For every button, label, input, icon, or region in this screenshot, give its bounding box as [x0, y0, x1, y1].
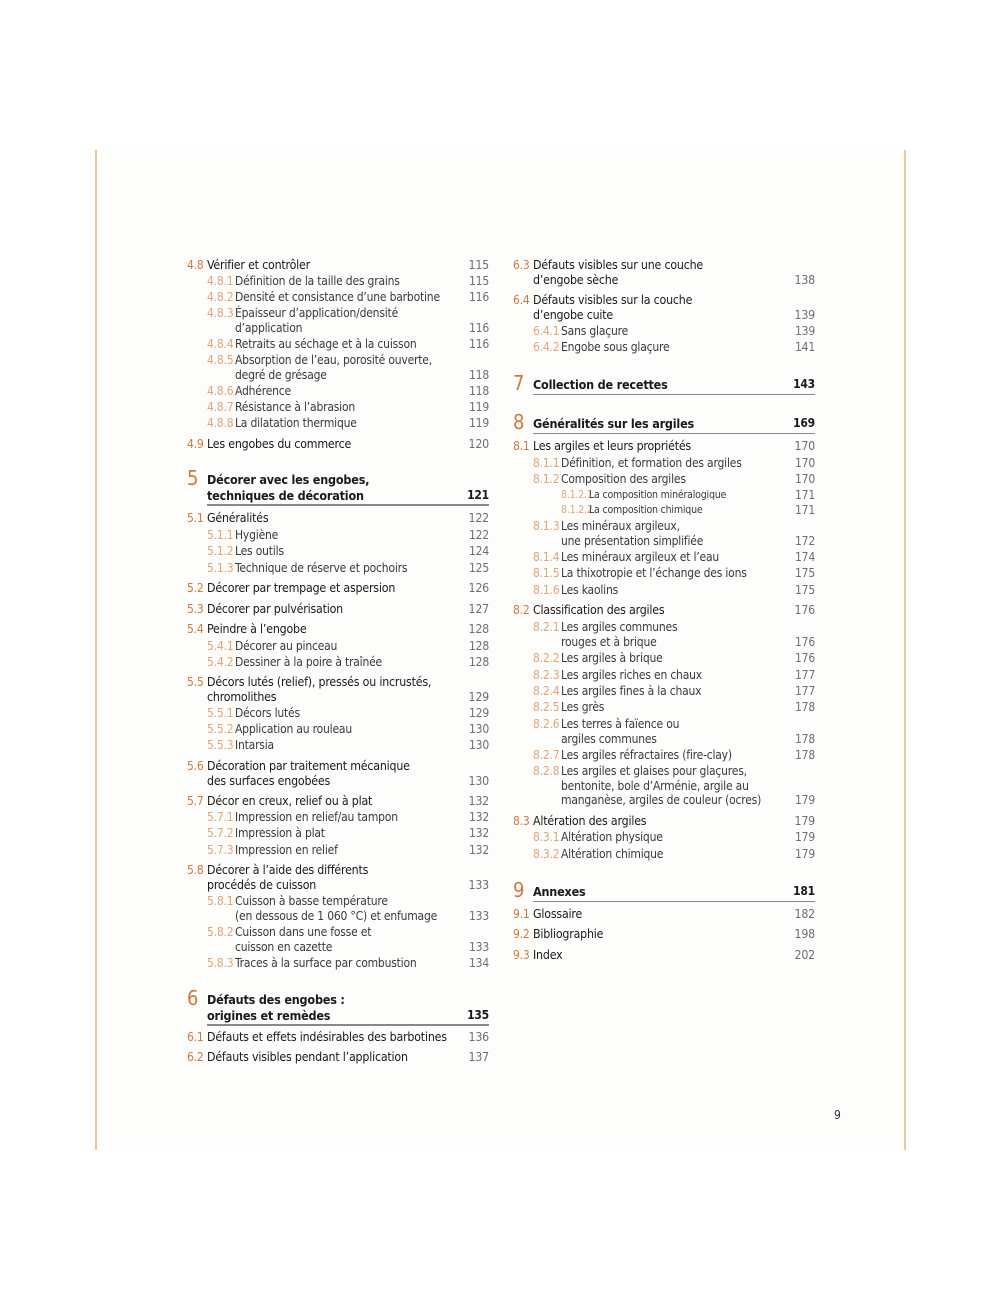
section-title-line: Intarsia [235, 738, 274, 752]
section-title [235, 810, 398, 825]
section-number: 5.4.1 [207, 639, 234, 653]
section-title-line: Décorer par pulvérisation [207, 602, 343, 616]
page-ref: 132 [468, 810, 489, 824]
section-title-line: Décors lutés [235, 706, 300, 720]
section-number: 5.8 [187, 863, 204, 877]
section-title-line: Impression à plat [235, 826, 325, 840]
section-number: 6.3 [513, 258, 530, 272]
section-title-line: Index [533, 948, 563, 962]
section-title-line: Vérifier et contrôler [207, 258, 310, 272]
page-ref: 128 [468, 622, 489, 636]
page-ref: 116 [468, 337, 489, 351]
section-title-line: d’engobe sèche [533, 272, 619, 287]
page-ref: 139 [794, 307, 815, 322]
section-number: 8.2.1 [533, 620, 560, 634]
section-title [561, 764, 761, 808]
section-number: 8.2.2 [533, 651, 560, 665]
section-number: 8.2.6 [533, 717, 560, 731]
page-ref: 133 [468, 939, 489, 954]
section-title-line: Les minéraux argileux, [561, 519, 680, 533]
page-ref: 179 [794, 847, 815, 861]
page-ref: 171 [794, 488, 815, 502]
chapter-underline [533, 394, 815, 396]
page-ref: 118 [468, 384, 489, 398]
page-ref: 171 [794, 503, 815, 517]
section-number: 4.8.4 [207, 337, 234, 351]
section-title-line: Les argiles communes [561, 620, 678, 634]
section-title-line: Classification des argiles [533, 603, 665, 617]
section-title [561, 748, 732, 763]
chapter-underline [533, 433, 815, 435]
page-ref: 116 [468, 290, 489, 304]
section-title [207, 472, 369, 503]
page-ref: 141 [794, 340, 815, 354]
section-title [235, 722, 352, 737]
section-title [207, 675, 431, 704]
section-number: 6.1 [187, 1030, 204, 1044]
section-title [533, 927, 603, 942]
section-title [533, 603, 664, 618]
section-number: 4.8.3 [207, 306, 234, 320]
section-number: 8.2.7 [533, 748, 560, 762]
section-number: 5.7.1 [207, 810, 234, 824]
section-title-line: Les outils [235, 544, 284, 558]
page-ref: 202 [794, 948, 815, 962]
section-number: 6.4.1 [533, 324, 560, 338]
section-title [235, 561, 407, 576]
section-title [561, 717, 679, 746]
section-title [561, 668, 702, 683]
section-title-line: Les argiles et glaises pour glaçures, [561, 764, 747, 778]
section-title-line: Les kaolins [561, 583, 619, 597]
section-title [235, 400, 355, 415]
page-ref: 127 [468, 602, 489, 616]
section-title-line: Absorption de l’eau, porosité ouverte, [235, 353, 432, 367]
section-title-line: Défauts visibles pendant l’application [207, 1050, 408, 1064]
section-number: 5.6 [187, 759, 204, 773]
page-ref: 178 [794, 748, 815, 762]
section-number: 4.8.1 [207, 274, 234, 288]
page-ref: 177 [794, 668, 815, 682]
section-title-line: Sans glaçure [561, 324, 629, 338]
chapter-underline [533, 901, 815, 903]
page-ref: 122 [468, 511, 489, 525]
section-title-line: Altération physique [561, 830, 663, 844]
section-title [207, 511, 268, 526]
section-title [207, 258, 310, 273]
page-ref: 175 [794, 583, 815, 597]
section-title-line: Altération chimique [561, 847, 664, 861]
page-ref: 120 [468, 437, 489, 451]
section-title [561, 472, 686, 487]
section-title [561, 847, 663, 862]
section-number: 5.3 [187, 602, 204, 616]
section-title-line: Technique de réserve et pochoirs [235, 561, 408, 575]
section-number: 4.8.5 [207, 353, 234, 367]
section-title-line: Définition de la taille des grains [235, 274, 400, 288]
page-ref: 129 [468, 689, 489, 704]
section-title-line: manganèse, argiles de couleur (ocres) [561, 793, 762, 807]
section-title-line: La dilatation thermique [235, 416, 357, 430]
section-number: 8.3.1 [533, 830, 560, 844]
section-title-line: Résistance à l’abrasion [235, 400, 356, 414]
section-title-line: Décorer à l’aide des différents [207, 863, 369, 877]
page-ref: 172 [794, 533, 815, 548]
chapter-underline [207, 1024, 489, 1026]
section-title [207, 602, 343, 617]
section-number: 4.8.6 [207, 384, 234, 398]
section-number: 8.1.2.2 [561, 504, 593, 516]
section-title-line: Défauts visibles sur une couche [533, 258, 704, 272]
page-ref: 126 [468, 581, 489, 595]
page-ref: 174 [794, 550, 815, 564]
section-number: 5.1.2 [207, 544, 234, 558]
section-title-line: Retraits au séchage et à la cuisson [235, 337, 417, 351]
section-title-line: procédés de cuisson [207, 877, 317, 892]
section-title-line: Peindre à l’engobe [207, 622, 307, 636]
section-title [533, 258, 703, 287]
page-ref: 170 [794, 439, 815, 453]
section-title-line: Composition des argiles [561, 472, 686, 486]
page-ref: 115 [468, 274, 489, 288]
section-title [207, 992, 345, 1023]
page-ref: 137 [468, 1050, 489, 1064]
section-number: 8.1.5 [533, 566, 560, 580]
right-border-rule [904, 150, 906, 1150]
page-ref: 178 [794, 731, 815, 746]
section-title-line: Les minéraux argileux et l’eau [561, 550, 720, 564]
section-title-line: argiles communes [561, 731, 657, 746]
section-title [235, 843, 338, 858]
section-title [207, 794, 372, 809]
page-ref: 135 [467, 1007, 489, 1022]
page-ref: 143 [793, 377, 815, 391]
section-number: 9.2 [513, 927, 530, 941]
section-title-line: techniques de décoration [207, 487, 364, 503]
section-number: 8.3 [513, 814, 530, 828]
section-number: 5.4.2 [207, 655, 234, 669]
section-number: 5 [187, 466, 199, 490]
section-title-line: (en dessous de 1 060 °C) et enfumage [235, 908, 438, 923]
section-number: 8.2.8 [533, 764, 560, 778]
section-title-line: La composition minéralogique [589, 489, 727, 501]
section-title [561, 620, 677, 649]
section-title-line: Glossaire [533, 907, 583, 921]
section-title-line: Les argiles fines à la chaux [561, 684, 702, 698]
left-border-rule [95, 150, 97, 1150]
section-title-line: une présentation simplifiée [561, 533, 704, 548]
section-title [533, 907, 582, 922]
section-title-line: Adhérence [235, 384, 291, 398]
section-title-line: Altération des argiles [533, 814, 647, 828]
section-number: 5.8.2 [207, 925, 234, 939]
section-title [235, 290, 440, 305]
section-number: 5.5.3 [207, 738, 234, 752]
section-number: 5.2 [187, 581, 204, 595]
section-title [561, 583, 618, 598]
section-title-line: Les grès [561, 700, 605, 714]
section-number: 9.3 [513, 948, 530, 962]
section-title [561, 830, 663, 845]
page-ref: 115 [468, 258, 489, 272]
section-title [533, 293, 692, 322]
section-title-line: chromolithes [207, 689, 277, 704]
section-title-line: Engobe sous glaçure [561, 340, 670, 354]
section-number: 8.3.2 [533, 847, 560, 861]
page-ref: 179 [794, 814, 815, 828]
page-ref: 182 [794, 907, 815, 921]
section-title [235, 528, 278, 543]
section-number: 6 [187, 986, 199, 1010]
page-ref: 177 [794, 684, 815, 698]
section-number: 6.4 [513, 293, 530, 307]
section-title-line: Défauts des engobes : [207, 992, 345, 1007]
section-title [207, 581, 395, 596]
section-title [561, 519, 703, 548]
section-title-line: Densité et consistance d’une barbotine [235, 290, 440, 304]
section-number: 4.8.2 [207, 290, 234, 304]
page-ref: 118 [468, 367, 489, 382]
section-title [533, 377, 668, 393]
section-title [561, 340, 669, 355]
section-title [235, 894, 437, 923]
page-ref: 129 [468, 706, 489, 720]
section-title [589, 488, 726, 503]
section-number: 5.4 [187, 622, 204, 636]
section-title [561, 700, 604, 715]
section-number: 8.1.2.1 [561, 489, 593, 501]
page-ref: 132 [468, 826, 489, 840]
section-title-line: rouges et à brique [561, 634, 657, 649]
page-number: 9 [834, 1108, 841, 1122]
section-number: 8.1.2 [533, 472, 560, 486]
section-title [561, 684, 701, 699]
section-title-line: Impression en relief/au tampon [235, 810, 398, 824]
section-title [235, 384, 291, 399]
section-title-line: Les argiles riches en chaux [561, 668, 702, 682]
section-title-line: Décorer au pinceau [235, 639, 338, 653]
section-number: 8.1.1 [533, 456, 560, 470]
section-title-line: bentonite, bole d’Arménie, argile au [561, 778, 749, 793]
page-ref: 133 [468, 908, 489, 923]
section-number: 5.7.2 [207, 826, 234, 840]
section-title-line: Défauts visibles sur la couche [533, 293, 693, 307]
page-ref: 181 [793, 884, 815, 898]
section-title-line: Les argiles et leurs propriétés [533, 439, 692, 453]
section-title [235, 826, 325, 841]
section-number: 5.7 [187, 794, 204, 808]
page-ref: 136 [468, 1030, 489, 1044]
section-title-line: Les argiles à brique [561, 651, 663, 665]
page-ref: 176 [794, 651, 815, 665]
section-title-line: Collection de recettes [533, 377, 668, 392]
section-title-line: origines et remèdes [207, 1007, 331, 1023]
section-number: 4.8.7 [207, 400, 234, 414]
section-title-line: Décor en creux, relief ou à plat [207, 794, 373, 808]
section-title-line: La thixotropie et l’échange des ions [561, 566, 747, 580]
section-number: 5.8.3 [207, 956, 234, 970]
section-number: 8.2.5 [533, 700, 560, 714]
chapter-underline [207, 504, 489, 506]
page-ref: 176 [794, 634, 815, 649]
page-ref: 128 [468, 655, 489, 669]
section-number: 5.7.3 [207, 843, 234, 857]
section-number: 8.2.4 [533, 684, 560, 698]
page-ref: 179 [794, 830, 815, 844]
page-ref: 130 [468, 738, 489, 752]
page-ref: 132 [468, 794, 489, 808]
section-title [235, 274, 400, 289]
page-ref: 170 [794, 456, 815, 470]
page-ref: 138 [794, 272, 815, 287]
section-title-line: d’engobe cuite [533, 307, 614, 322]
page-ref: 198 [794, 927, 815, 941]
section-number: 5.5.1 [207, 706, 234, 720]
page-ref: 121 [467, 487, 489, 502]
page-ref: 128 [468, 639, 489, 653]
section-title-line: Cuisson dans une fosse et [235, 925, 372, 939]
section-title [235, 925, 371, 954]
section-number: 7 [513, 371, 525, 395]
section-title-line: Cuisson à basse température [235, 894, 388, 908]
section-number: 8.1.4 [533, 550, 560, 564]
section-title [207, 1030, 447, 1045]
section-number: 8.2.3 [533, 668, 560, 682]
section-title [207, 437, 351, 452]
section-title [533, 884, 586, 900]
page-ref: 170 [794, 472, 815, 486]
page-ref: 132 [468, 843, 489, 857]
section-title [561, 550, 719, 565]
section-title-line: Définition, et formation des argiles [561, 456, 742, 470]
section-number: 4.8 [187, 258, 204, 272]
section-title [235, 306, 398, 335]
page-ref: 122 [468, 528, 489, 542]
section-title-line: des surfaces engobées [207, 773, 331, 788]
section-title-line: Généralités sur les argiles [533, 416, 695, 431]
section-number: 8.1.3 [533, 519, 560, 533]
section-title-line: Hygiène [235, 528, 279, 542]
page-ref: 130 [468, 773, 489, 788]
section-title [533, 814, 646, 829]
section-title-line: Décorer par trempage et aspersion [207, 581, 396, 595]
section-title-line: Décors lutés (relief), pressés ou incrustés, [207, 675, 432, 689]
page-ref: 133 [468, 877, 489, 892]
section-title-line: Épaisseur d’application/densité [235, 306, 399, 320]
page-ref: 130 [468, 722, 489, 736]
section-number: 6.4.2 [533, 340, 560, 354]
section-title-line: degré de grésage [235, 367, 327, 382]
section-number: 5.8.1 [207, 894, 234, 908]
page-ref: 116 [468, 320, 489, 335]
section-title [235, 956, 417, 971]
section-title [561, 651, 663, 666]
section-title-line: Bibliographie [533, 927, 604, 941]
section-title-line: d’application [235, 320, 303, 335]
page-ref: 176 [794, 603, 815, 617]
section-title-line: Les argiles réfractaires (fire-clay) [561, 748, 732, 762]
section-title [207, 759, 410, 788]
section-number: 9 [513, 878, 525, 902]
section-number: 5.1.1 [207, 528, 234, 542]
section-title [235, 639, 337, 654]
section-title [561, 324, 628, 339]
section-title [235, 544, 284, 559]
section-title-line: Les engobes du commerce [207, 437, 352, 451]
section-number: 5.1.3 [207, 561, 234, 575]
page-ref: 134 [468, 956, 489, 970]
section-title-line: Décoration par traitement mécanique [207, 759, 410, 773]
section-title [235, 738, 274, 753]
section-title-line: Décorer avec les engobes, [207, 472, 370, 487]
page-ref: 119 [468, 416, 489, 430]
section-title-line: cuisson en cazette [235, 939, 333, 954]
section-number: 5.5 [187, 675, 204, 689]
page-ref: 119 [468, 400, 489, 414]
section-title [561, 566, 747, 581]
section-title-line: Dessiner à la poire à traînée [235, 655, 383, 669]
section-number: 8 [513, 410, 525, 434]
page-ref: 139 [794, 324, 815, 338]
page-ref: 178 [794, 700, 815, 714]
section-title-line: Défauts et effets indésirables des barbotines [207, 1030, 447, 1044]
section-title [235, 706, 300, 721]
section-number: 8.1 [513, 439, 530, 453]
section-title-line: Traces à la surface par combustion [235, 956, 417, 970]
section-title [235, 353, 432, 382]
page-ref: 179 [794, 793, 815, 807]
section-number: 4.8.8 [207, 416, 234, 430]
section-title [235, 337, 417, 352]
section-number: 8.2 [513, 603, 530, 617]
section-number: 5.5.2 [207, 722, 234, 736]
page-ref: 124 [468, 544, 489, 558]
section-title-line: La composition chimique [589, 504, 703, 516]
section-title-line: Annexes [533, 884, 586, 899]
section-title-line: Généralités [207, 511, 269, 525]
page-ref: 175 [794, 566, 815, 580]
section-number: 8.1.6 [533, 583, 560, 597]
section-title [533, 416, 694, 432]
page-ref: 125 [468, 561, 489, 575]
section-title [533, 948, 562, 963]
section-number: 4.9 [187, 437, 204, 451]
section-title [589, 503, 702, 518]
section-title-line: Application au rouleau [235, 722, 352, 736]
section-title [207, 622, 306, 637]
page-ref: 169 [793, 416, 815, 430]
section-title [235, 655, 382, 670]
section-number: 6.2 [187, 1050, 204, 1064]
section-title [533, 439, 691, 454]
section-title [561, 456, 742, 471]
section-title [207, 1050, 408, 1065]
section-number: 9.1 [513, 907, 530, 921]
section-title [235, 416, 357, 431]
section-number: 5.1 [187, 511, 204, 525]
section-title [207, 863, 368, 892]
section-title-line: Impression en relief [235, 843, 338, 857]
section-title-line: Les terres à faïence ou [561, 717, 680, 731]
